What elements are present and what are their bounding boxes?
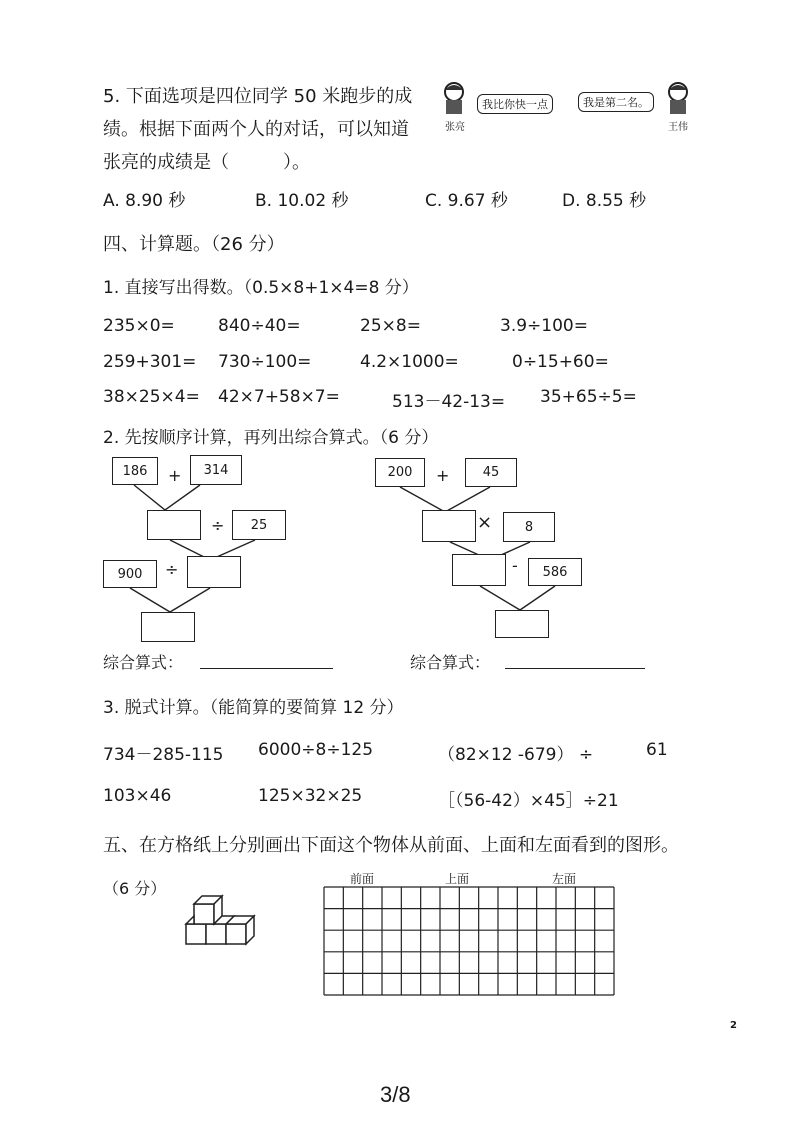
right-person-name: 王伟 xyxy=(668,122,688,133)
option-a: A. 8.90 秒 xyxy=(103,191,186,211)
calc-r2c1: 259+301= xyxy=(103,352,197,372)
q3-r1c4: 61 xyxy=(646,740,668,760)
left-op2: ÷ xyxy=(211,516,225,535)
left-person-name: 张亮 xyxy=(445,122,465,133)
q5-line2: 绩。根据下面两个人的对话，可以知道 xyxy=(103,119,409,140)
q3-r2c3: ［（56-42）×45］÷21 xyxy=(438,791,619,811)
left-op3: ÷ xyxy=(165,560,179,579)
drawing-grid[interactable] xyxy=(323,886,615,996)
calc-r1c1: 235×0= xyxy=(103,316,175,336)
right-answer-2[interactable] xyxy=(452,554,506,586)
section5-score: （6 分） xyxy=(103,879,167,898)
right-op2: × xyxy=(477,512,493,533)
option-b: B. 10.02 秒 xyxy=(255,191,349,211)
q5-line1: 5. 下面选项是四位同学 50 米跑步的成 xyxy=(103,86,413,107)
grid-label-left: 左面 xyxy=(552,872,577,886)
q3-r2c2: 125×32×25 xyxy=(258,786,363,806)
right-combined-label: 综合算式： xyxy=(410,653,491,672)
section4-title: 四、计算题。（26 分） xyxy=(103,234,285,255)
option-d: D. 8.55 秒 xyxy=(562,191,647,211)
left-combined-blank[interactable] xyxy=(200,668,333,669)
left-op1: + xyxy=(168,466,182,485)
cube-stack-icon xyxy=(184,888,264,948)
right-answer-final[interactable] xyxy=(495,610,549,638)
left-box-a: 186 xyxy=(112,457,158,485)
q5-line3: 张亮的成绩是（ ）。 xyxy=(103,152,310,173)
calc-r1c4: 3.9÷100= xyxy=(500,316,588,336)
calc-r3c4: 35+65÷5= xyxy=(540,387,637,407)
page-number: 3/8 xyxy=(380,1082,411,1107)
option-c: C. 9.67 秒 xyxy=(425,191,508,211)
left-box-c: 25 xyxy=(232,510,286,540)
section5-title: 五、在方格纸上分别画出下面这个物体从前面、上面和左面看到的图形。 xyxy=(103,835,679,856)
q3-r2c1: 103×46 xyxy=(103,786,172,806)
q3-title: 3. 脱式计算。（能简算的要简算 12 分） xyxy=(103,698,404,718)
right-op3: - xyxy=(512,556,518,575)
left-answer-1[interactable] xyxy=(147,510,201,540)
calc-r3c3: 513－42-13= xyxy=(392,392,506,412)
grid-label-front: 前面 xyxy=(350,872,375,886)
right-op1: + xyxy=(436,466,450,485)
right-box-a: 200 xyxy=(375,458,425,487)
right-box-b: 45 xyxy=(465,458,517,487)
calc-r3c2: 42×7+58×7= xyxy=(218,387,340,407)
q2-title: 2. 先按顺序计算，再列出综合算式。（6 分） xyxy=(103,428,439,448)
right-speech-bubble: 我是第二名。 xyxy=(578,92,654,112)
calc-r3c1: 38×25×4= xyxy=(103,387,200,407)
left-answer-2[interactable] xyxy=(187,556,241,588)
left-combined-label: 综合算式： xyxy=(103,653,184,672)
right-answer-1[interactable] xyxy=(422,510,476,542)
q3-r1c3: （82×12 -679） ÷ xyxy=(438,745,594,765)
left-answer-final[interactable] xyxy=(141,612,195,642)
left-box-b: 314 xyxy=(190,455,242,485)
calc-r1c3: 25×8= xyxy=(360,316,421,336)
page-mark: 2 xyxy=(730,1020,737,1031)
q3-r1c2: 6000÷8÷125 xyxy=(258,740,374,760)
calc-r2c3: 4.2×1000= xyxy=(360,352,459,372)
grid-label-top: 上面 xyxy=(445,872,470,886)
calc-r2c4: 0÷15+60= xyxy=(512,352,609,372)
left-box-d: 900 xyxy=(103,560,157,588)
right-box-c: 8 xyxy=(503,512,555,542)
right-combined-blank[interactable] xyxy=(505,668,645,669)
calc-r2c2: 730÷100= xyxy=(218,352,312,372)
q1-title: 1. 直接写出得数。（0.5×8+1×4=8 分） xyxy=(103,278,419,298)
calc-r1c2: 840÷40= xyxy=(218,316,301,336)
left-speech-bubble: 我比你快一点 xyxy=(477,94,553,114)
q3-r1c1: 734－285-115 xyxy=(103,745,224,765)
right-box-d: 586 xyxy=(528,558,582,586)
